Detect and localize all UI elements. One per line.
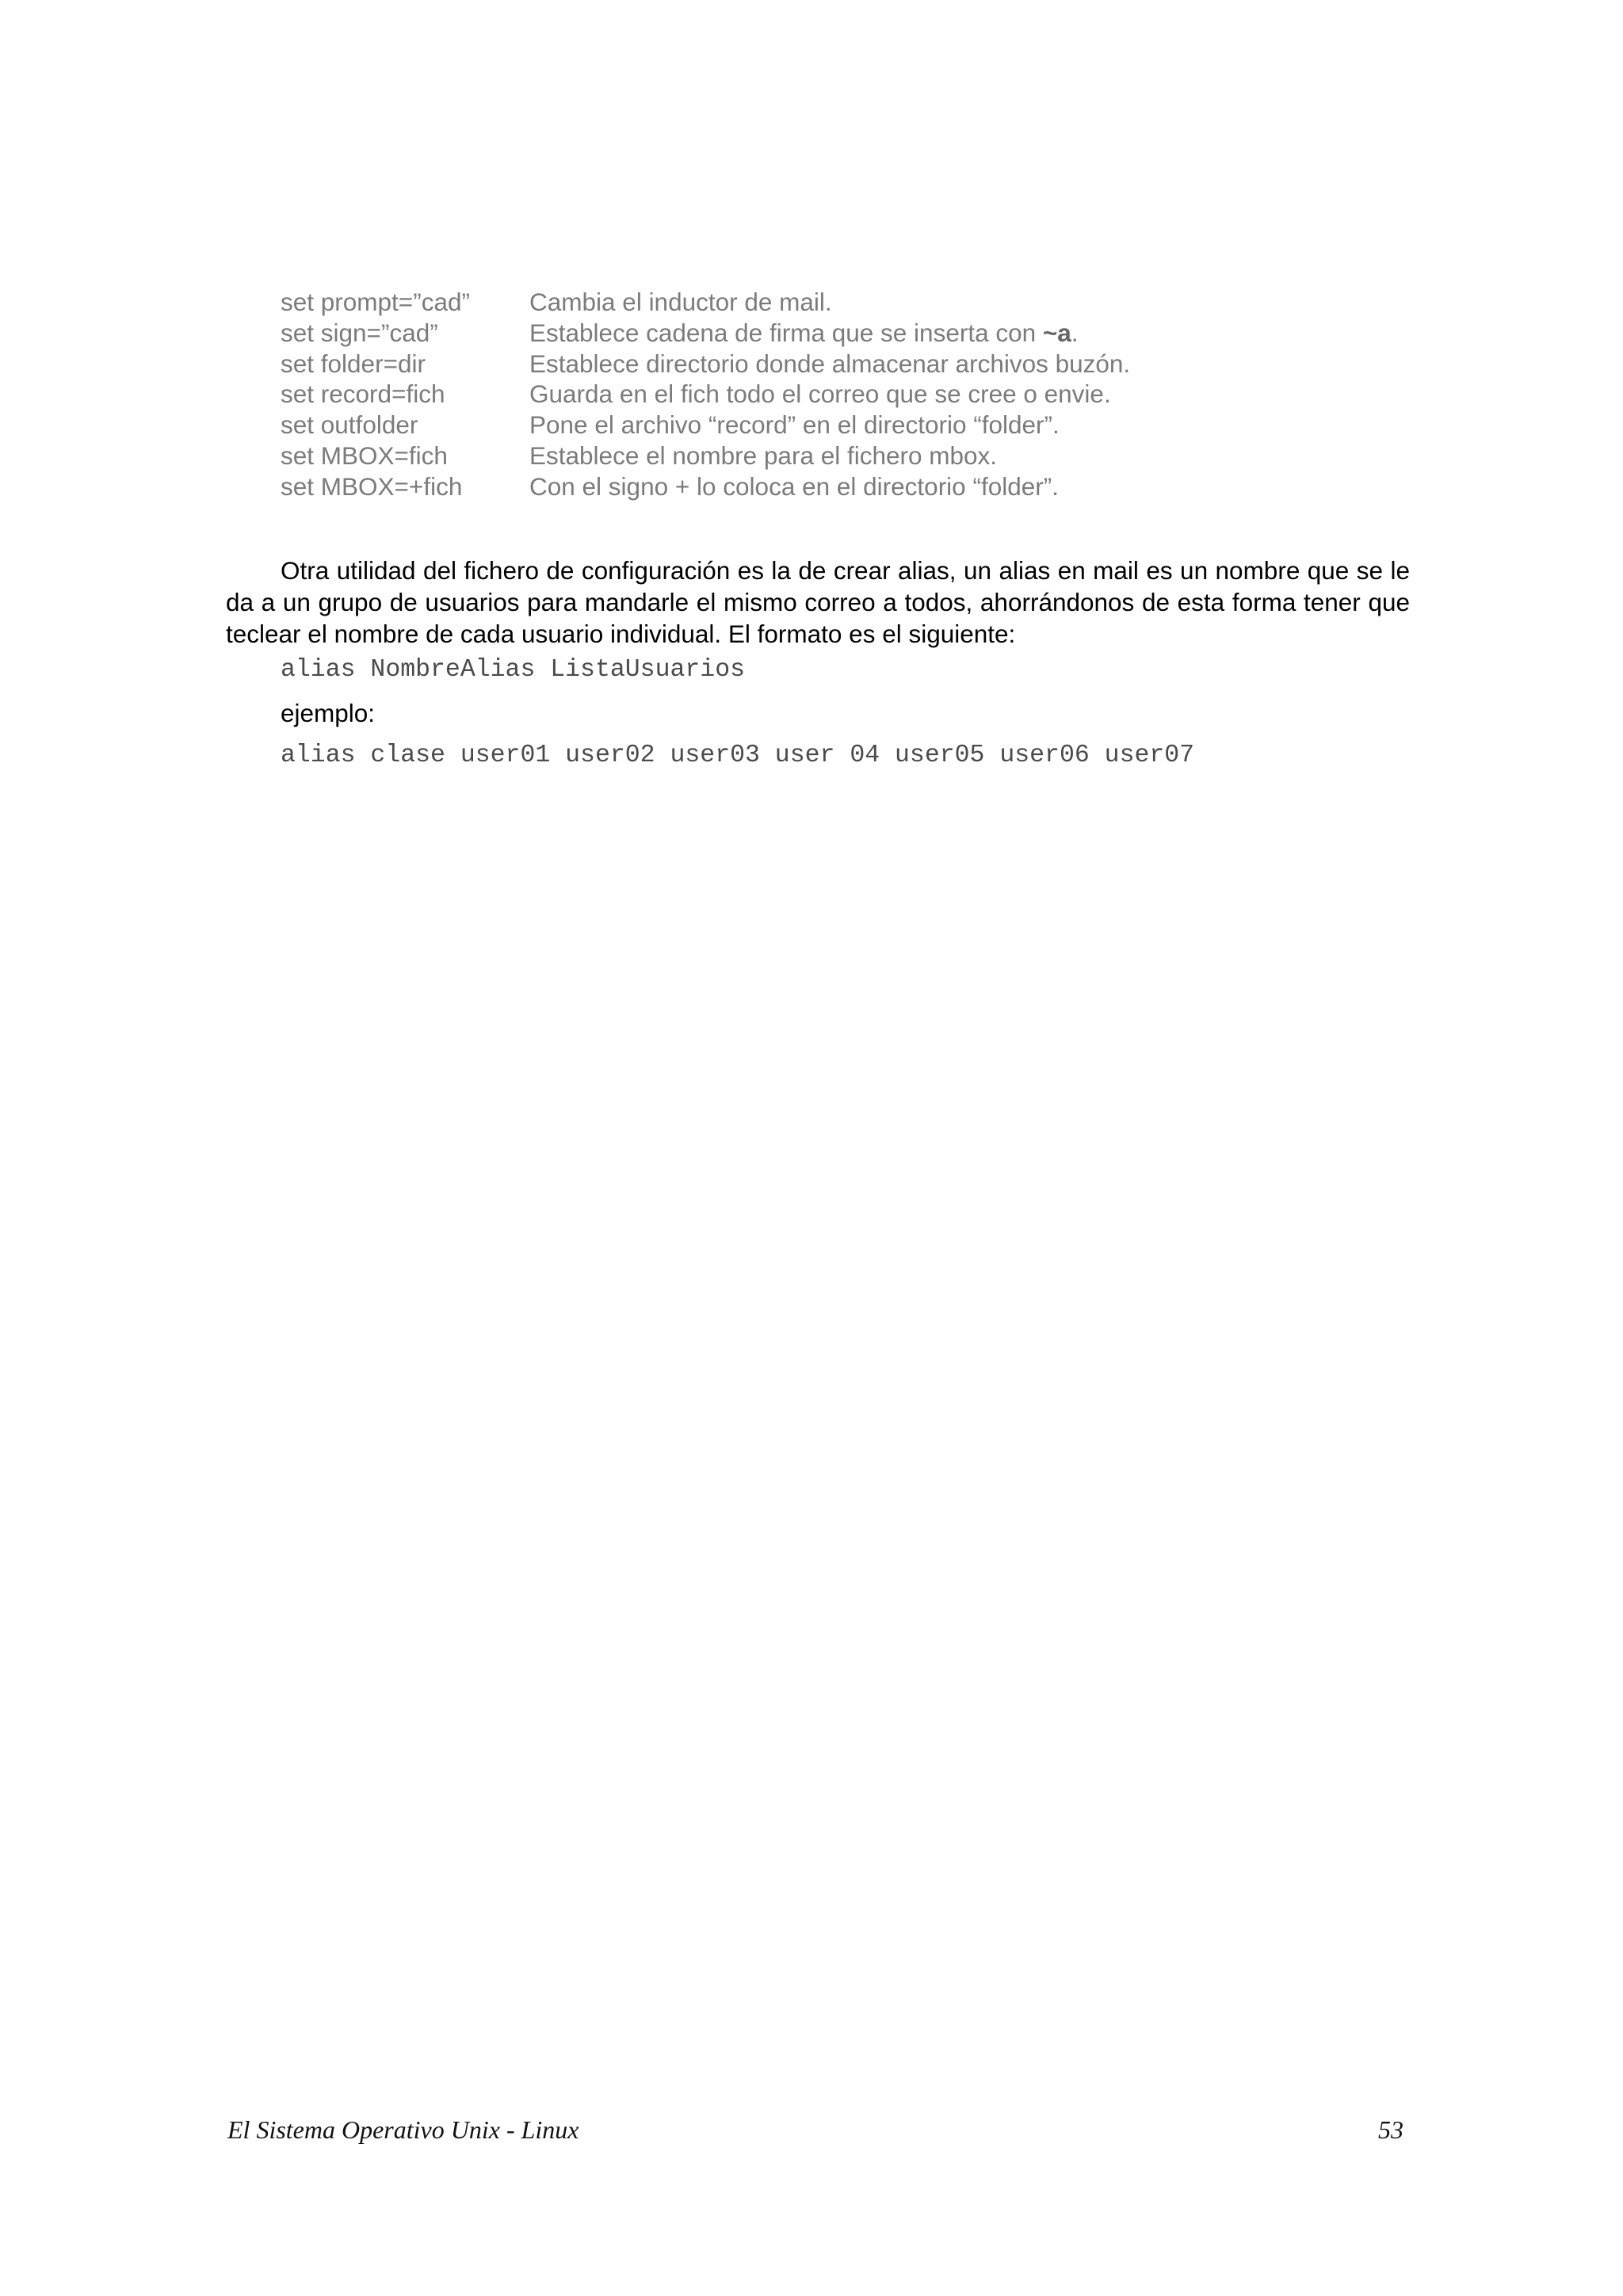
option-row: [281, 349, 1390, 379]
alias-example-code: alias clase user01 user02 user03 user 04 user05 user06 user07: [281, 742, 1195, 769]
option-row: [281, 410, 1390, 441]
option-description-text: Establece cadena de firma que se inserta con: [529, 318, 1043, 347]
example-label: ejemplo:: [281, 699, 376, 727]
option-row: [281, 471, 1390, 502]
option-command: set MBOX=+fich: [281, 471, 463, 501]
option-description-bold: ~a: [1042, 318, 1071, 347]
alias-paragraph: Otra utilidad del fichero de configuración es la de crear alias, un alias en mail es un nombre que se le da a un grupo de usuarios para mandarle el mismo correo a todos, ahorrándonos de esta forma tener que teclear el nombre de cada usuario individual. El formato es el siguiente:: [226, 556, 1410, 648]
footer-title: El Sistema Operativo Unix - Linux: [227, 2115, 579, 2144]
option-description: [529, 318, 1390, 349]
option-command: set folder=dir: [281, 349, 426, 378]
option-command: set outfolder: [281, 410, 418, 440]
option-description: Con el signo + lo coloca en el directorio “folder”.: [529, 471, 1059, 501]
option-description: Cambia el inductor de mail.: [529, 288, 832, 316]
option-row: [281, 441, 1390, 471]
page-number: 53: [1378, 2115, 1403, 2144]
option-description: Guarda en el fich todo el correo que se cree o envie.: [529, 379, 1111, 409]
option-row: [281, 379, 1390, 410]
option-description: Pone el archivo “record” en el directorio “folder”.: [529, 410, 1060, 440]
option-command: set sign=”cad”: [281, 318, 438, 347]
option-row: [281, 287, 1390, 318]
option-command: set prompt=”cad”: [281, 288, 470, 316]
mail-options-table: [281, 287, 1390, 502]
option-description-end: .: [1071, 318, 1079, 347]
option-command: set MBOX=fich: [281, 441, 448, 470]
option-description: Establece el nombre para el fichero mbox.: [529, 441, 998, 470]
option-description: Establece directorio donde almacenar archivos buzón.: [529, 349, 1131, 378]
option-row: [281, 318, 1390, 349]
option-command: set record=fich: [281, 379, 445, 409]
alias-syntax-code: alias NombreAlias ListaUsuarios: [281, 656, 745, 684]
